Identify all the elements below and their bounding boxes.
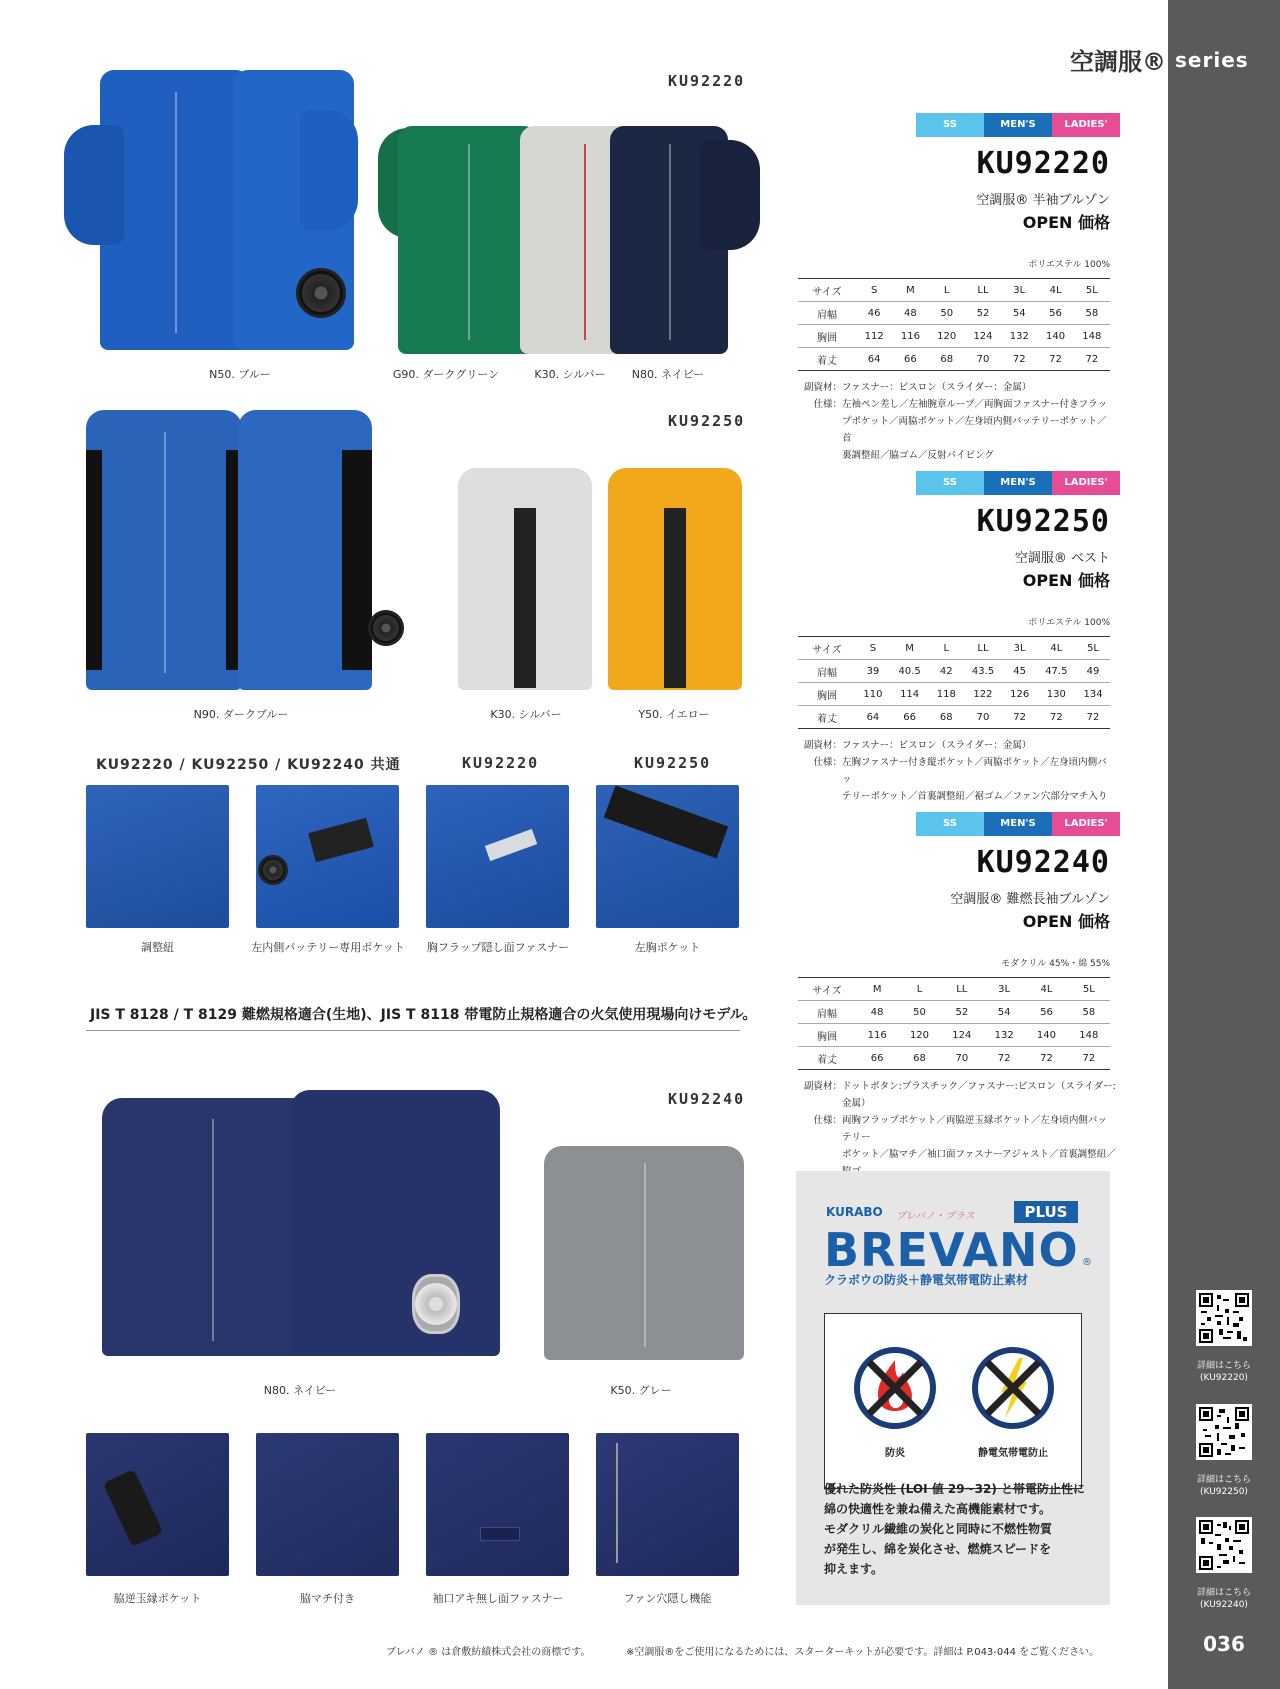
table-cell: 肩幅	[798, 1001, 856, 1024]
spec-line: 裏調整紐／脇ゴム／反射パイピング	[842, 450, 994, 461]
sub-material: ファスナー：ビスロン（スライダー：金属）	[842, 382, 1032, 393]
table-cell: 42	[929, 660, 963, 683]
table-cell: 54	[983, 1001, 1025, 1024]
table-cell: 116	[892, 325, 928, 348]
jacket-gray	[544, 1146, 744, 1360]
brevano-reg-mark: ®	[1082, 1257, 1092, 1268]
brevano-kana: ブレバノ・プラス	[896, 1211, 975, 1222]
table-cell: 肩幅	[798, 660, 856, 683]
table-cell: 72	[1037, 348, 1073, 371]
garment-navy-sleeve	[700, 140, 760, 250]
table-cell: 72	[983, 1047, 1025, 1070]
table-cell: 着丈	[798, 348, 856, 371]
badges-ku92250	[916, 471, 1110, 495]
fan-blue	[296, 268, 346, 318]
qr-code-text: (KU92220)	[1200, 1373, 1248, 1383]
series-title	[1000, 42, 1280, 78]
qr-code-text: (KU92250)	[1200, 1487, 1248, 1497]
photo-model-ku92240: KU92240	[668, 1090, 746, 1108]
table-cell: M	[890, 637, 930, 660]
table-cell: 68	[929, 348, 965, 371]
table-cell: S	[856, 279, 892, 302]
table-cell: LL	[963, 637, 1003, 660]
fan-vest	[368, 610, 404, 646]
table-cell: 肩幅	[798, 302, 856, 325]
table-cell: 47.5	[1037, 660, 1077, 683]
table-cell: 48	[892, 302, 928, 325]
caption-n80-b: N80. ネイビー	[263, 1384, 337, 1397]
brevano-panel	[796, 1171, 1110, 1605]
qr-caption-3	[1168, 1587, 1280, 1611]
detail-photo-battery-pocket	[256, 785, 399, 928]
qr-caption-1	[1168, 1360, 1280, 1384]
table-cell: サイズ	[798, 978, 856, 1001]
table-cell: 45	[1003, 660, 1037, 683]
description-line: モダクリル繊維の炭化と同時に不燃性物質	[824, 1522, 1053, 1536]
jis-rule	[86, 1030, 740, 1031]
caption-k30-a: K30. シルバー	[534, 368, 606, 381]
caption-cuff-fastener: 袖口アキ無し面ファスナー	[432, 1592, 564, 1605]
size-table-ku92220	[798, 278, 1110, 371]
table-cell: 39	[856, 660, 890, 683]
badge-ss: SS	[916, 113, 984, 137]
caption-y50: Y50. イエロー	[638, 708, 710, 721]
badge-mens: MEN'S	[984, 812, 1052, 836]
spec-label: 仕様：	[813, 757, 842, 768]
table-cell: 118	[929, 683, 963, 706]
page-number: 036	[1203, 1632, 1245, 1656]
product-price: OPEN 価格	[1022, 213, 1110, 232]
sub-material: ファスナー：ビスロン（スライダー：金属）	[842, 740, 1032, 751]
table-cell: 72	[1025, 1047, 1067, 1070]
series-title-jp: 空調服®	[1070, 48, 1166, 76]
kurabo-logo: KURABO	[826, 1205, 883, 1219]
table-cell: 胸囲	[798, 683, 856, 706]
product-price: OPEN 価格	[1022, 912, 1110, 931]
caption-n50: N50. ブルー	[209, 368, 271, 381]
product-code: KU92240	[976, 845, 1110, 880]
badges-ku92220	[916, 113, 1110, 137]
vest-silver	[458, 468, 592, 690]
antistatic-icon	[975, 1350, 1051, 1426]
table-cell: LL	[965, 279, 1001, 302]
footer-note: ※空調服®をご使用になるためには、スターターキットが必要です。詳細は P.043-044 をご覧ください。	[626, 1647, 1100, 1658]
product-code: KU92250	[976, 504, 1110, 539]
badge-ss: SS	[916, 471, 984, 495]
badge-mens: MEN'S	[984, 471, 1052, 495]
table-cell: 3L	[1003, 637, 1037, 660]
table-cell: 72	[1076, 706, 1110, 729]
description-line: 優れた防炎性 (LOI 値 29~32) と帯電防止性に	[824, 1482, 1086, 1496]
size-table-ku92250	[798, 636, 1110, 729]
detail-photo-left-chest-pocket	[596, 785, 739, 928]
table-row	[798, 683, 1110, 706]
table-cell: 140	[1037, 325, 1073, 348]
table-cell: 70	[941, 1047, 983, 1070]
product-name: 空調服® ベスト	[1014, 551, 1110, 566]
table-cell: S	[856, 637, 890, 660]
vest-blue-back	[238, 410, 372, 690]
table-row	[798, 1001, 1110, 1024]
table-cell: 112	[856, 325, 892, 348]
caption-side-gusset: 脇マチ付き	[300, 1592, 355, 1605]
table-cell: 胸囲	[798, 1024, 856, 1047]
spec-line: テリーポケット／首裏調整紐／裾ゴム／ファン穴部分マチ入り	[842, 791, 1108, 802]
description-line: 綿の快適性を兼ね備えた高機能素材です。	[824, 1502, 1052, 1516]
table-cell: 58	[1068, 1001, 1110, 1024]
brevano-plus: PLUS	[1014, 1201, 1078, 1223]
series-title-en: series	[1175, 48, 1249, 72]
table-cell: 120	[898, 1024, 940, 1047]
spec-line: 左胸ファスナー付き縦ポケット／両脇ポケット／左身頃内側バッ	[842, 757, 1107, 785]
qr-code-text: (KU92240)	[1200, 1600, 1248, 1610]
table-cell: 5L	[1074, 279, 1110, 302]
table-cell: 52	[965, 302, 1001, 325]
garment-blue-right-sleeve	[300, 110, 358, 230]
spec-label: 仕様：	[813, 1115, 842, 1126]
table-cell: 56	[1025, 1001, 1067, 1024]
table-cell: 3L	[1001, 279, 1037, 302]
qr-icon	[1199, 1407, 1249, 1457]
caption-battery-pocket: 左内側バッテリー専用ポケット	[251, 941, 405, 954]
caption-adjust-cord: 調整紐	[141, 941, 174, 954]
badge-ladies: LADIES'	[1052, 113, 1120, 137]
table-cell: M	[892, 279, 928, 302]
footer-trademark: ブレバノ ® は倉敷紡績株式会社の商標です。	[386, 1647, 591, 1658]
brevano-icons	[825, 1314, 1083, 1490]
table-cell: 122	[963, 683, 1003, 706]
table-cell: L	[929, 279, 965, 302]
detail-photo-cuff-fastener	[426, 1433, 569, 1576]
table-row	[798, 1024, 1110, 1047]
qr-icon	[1199, 1293, 1249, 1343]
table-cell: 64	[856, 706, 890, 729]
detail-photo-chest-flap	[426, 785, 569, 928]
detail-header-ku92220: KU92220	[462, 754, 540, 772]
badge-ladies: LADIES'	[1052, 471, 1120, 495]
notes-ku92220	[796, 379, 1116, 464]
qr-code-ku92250[interactable]	[1196, 1404, 1252, 1460]
table-cell: 72	[1003, 706, 1037, 729]
label-antistatic: 静電気帯電防止	[978, 1448, 1048, 1459]
qr-label: 詳細はこちら	[1196, 1588, 1251, 1598]
table-cell: サイズ	[798, 279, 856, 302]
qr-label: 詳細はこちら	[1196, 1361, 1251, 1371]
sub-material-label: 副資材：	[803, 1081, 842, 1092]
table-cell: 72	[1001, 348, 1037, 371]
fan-navy-jacket	[412, 1274, 460, 1334]
table-cell: 56	[1037, 302, 1073, 325]
table-row	[798, 348, 1110, 371]
table-cell: 50	[929, 302, 965, 325]
table-cell: 110	[856, 683, 890, 706]
table-cell: 着丈	[798, 1047, 856, 1070]
table-cell: 48	[856, 1001, 898, 1024]
table-cell: 66	[856, 1047, 898, 1070]
detail-photo-side-gusset	[256, 1433, 399, 1576]
product-material: ポリエステル 100%	[1028, 618, 1110, 628]
table-cell: 132	[983, 1024, 1025, 1047]
jacket-navy-front	[102, 1098, 322, 1356]
table-cell: 4L	[1037, 279, 1073, 302]
qr-code-ku92240[interactable]	[1196, 1517, 1252, 1573]
product-material: モダクリル 45%・綿 55%	[1001, 959, 1110, 969]
table-cell: 114	[890, 683, 930, 706]
table-cell: 70	[963, 706, 1003, 729]
spec-line: プポケット／両脇ポケット／左身頃内側バッテリーポケット／首	[842, 416, 1107, 444]
table-cell: 52	[941, 1001, 983, 1024]
brevano-description	[824, 1479, 1094, 1579]
table-cell: 148	[1074, 325, 1110, 348]
sub-material-label: 副資材：	[803, 382, 842, 393]
table-row	[798, 660, 1110, 683]
table-cell: 5L	[1076, 637, 1110, 660]
jis-note: JIS T 8128 / T 8129 難燃規格適合(生地)、JIS T 8118 帯電防止規格適合の火気使用現場向けモデル。	[90, 1007, 757, 1023]
vest-blue-front	[86, 410, 242, 690]
caption-left-chest-pocket: 左胸ポケット	[634, 941, 701, 954]
spec-line: 両胸フラップポケット／両脇逆玉縁ポケット／左身頃内側バッテリー	[842, 1115, 1107, 1143]
table-cell: 54	[1001, 302, 1037, 325]
table-cell: 49	[1076, 660, 1110, 683]
brevano-tagline: クラボウの防炎＋静電気帯電防止素材	[824, 1273, 1029, 1287]
table-cell: サイズ	[798, 637, 856, 660]
flame-retardant-icon	[857, 1350, 933, 1426]
product-name: 空調服® 半袖ブルゾン	[976, 193, 1110, 208]
table-cell: 43.5	[963, 660, 1003, 683]
table-cell: LL	[941, 978, 983, 1001]
badges-ku92240	[916, 812, 1110, 836]
table-cell: 130	[1037, 683, 1077, 706]
detail-photo-adjust-cord	[86, 785, 229, 928]
brevano-icon-box	[824, 1313, 1082, 1489]
caption-fan-hole-cover: ファン穴隠し機能	[623, 1592, 712, 1605]
table-cell: 着丈	[798, 706, 856, 729]
caption-side-pocket: 脇逆玉縁ポケット	[113, 1592, 202, 1605]
table-cell: L	[929, 637, 963, 660]
label-flame-retardant: 防炎	[885, 1448, 905, 1459]
detail-photo-fan-hole-cover	[596, 1433, 739, 1576]
spec-label: 仕様：	[813, 399, 842, 410]
table-cell: 46	[856, 302, 892, 325]
spec-line: 左袖ペン差し／左袖腕章ループ／両胸面ファスナー付きフラッ	[842, 399, 1107, 410]
product-material: ポリエステル 100%	[1028, 260, 1110, 270]
table-row	[798, 637, 1110, 660]
table-cell: 58	[1074, 302, 1110, 325]
garment-green	[398, 126, 538, 354]
product-name: 空調服® 難燃長袖ブルゾン	[950, 892, 1110, 907]
table-cell: 132	[1001, 325, 1037, 348]
table-cell: 120	[929, 325, 965, 348]
qr-label: 詳細はこちら	[1196, 1475, 1251, 1485]
table-cell: 124	[965, 325, 1001, 348]
sub-material: ドットボタン:プラスチック／ファスナー:ビスロン（スライダー:金属）	[842, 1081, 1116, 1109]
table-row	[798, 302, 1110, 325]
table-row	[798, 706, 1110, 729]
table-cell: L	[898, 978, 940, 1001]
table-cell: 40.5	[890, 660, 930, 683]
spec-line: ポケット／脇マチ／袖口面ファスナーアジャスト／首裏調整紐／	[842, 1149, 1116, 1160]
size-table-ku92240	[798, 977, 1110, 1070]
table-cell: 胸囲	[798, 325, 856, 348]
table-cell: 5L	[1068, 978, 1110, 1001]
badge-mens: MEN'S	[984, 113, 1052, 137]
caption-n80-a: N80. ネイビー	[631, 368, 705, 381]
table-cell: 4L	[1037, 637, 1077, 660]
table-row	[798, 978, 1110, 1001]
caption-chest-flap: 胸フラップ隠し面ファスナー	[426, 941, 570, 954]
table-cell: 66	[890, 706, 930, 729]
table-cell: 66	[892, 348, 928, 371]
table-cell: 70	[965, 348, 1001, 371]
caption-k30-b: K30. シルバー	[490, 708, 562, 721]
table-cell: 124	[941, 1024, 983, 1047]
table-row	[798, 1047, 1110, 1070]
description-line: が発生し、綿を炭化させ、燃焼スピードを	[824, 1542, 1052, 1556]
table-cell: 72	[1068, 1047, 1110, 1070]
notes-ku92250	[796, 737, 1116, 805]
badge-ladies: LADIES'	[1052, 812, 1120, 836]
table-cell: 50	[898, 1001, 940, 1024]
detail-header-common: KU92220 / KU92250 / KU92240 共通	[96, 757, 401, 773]
table-row	[798, 325, 1110, 348]
table-cell: 72	[1037, 706, 1077, 729]
product-code: KU92220	[976, 146, 1110, 181]
table-cell: 64	[856, 348, 892, 371]
table-cell: 134	[1076, 683, 1110, 706]
brevano-logo: BREVANO	[824, 1223, 1079, 1277]
detail-header-ku92250: KU92250	[634, 754, 712, 772]
table-cell: 68	[929, 706, 963, 729]
vest-yellow	[608, 468, 742, 690]
table-cell: 68	[898, 1047, 940, 1070]
badge-ss: SS	[916, 812, 984, 836]
jacket-navy-back	[290, 1090, 500, 1356]
caption-n90: N90. ダークブルー	[193, 708, 289, 721]
detail-photo-side-pocket	[86, 1433, 229, 1576]
qr-code-ku92220[interactable]	[1196, 1290, 1252, 1346]
table-cell: 148	[1068, 1024, 1110, 1047]
caption-g90: G90. ダークグリーン	[392, 368, 500, 381]
sub-material-label: 副資材：	[803, 740, 842, 751]
photo-model-ku92220: KU92220	[668, 72, 746, 90]
table-cell: M	[856, 978, 898, 1001]
description-line: 抑えます。	[824, 1562, 884, 1576]
table-row	[798, 279, 1110, 302]
table-cell: 126	[1003, 683, 1037, 706]
caption-k50: K50. グレー	[610, 1384, 672, 1397]
qr-caption-2	[1168, 1474, 1280, 1498]
garment-blue-left-sleeve	[64, 125, 124, 245]
table-cell: 72	[1074, 348, 1110, 371]
table-cell: 140	[1025, 1024, 1067, 1047]
qr-icon	[1199, 1520, 1249, 1570]
table-cell: 3L	[983, 978, 1025, 1001]
photo-model-ku92250: KU92250	[668, 412, 746, 430]
table-cell: 4L	[1025, 978, 1067, 1001]
table-cell: 116	[856, 1024, 898, 1047]
product-price: OPEN 価格	[1022, 571, 1110, 590]
